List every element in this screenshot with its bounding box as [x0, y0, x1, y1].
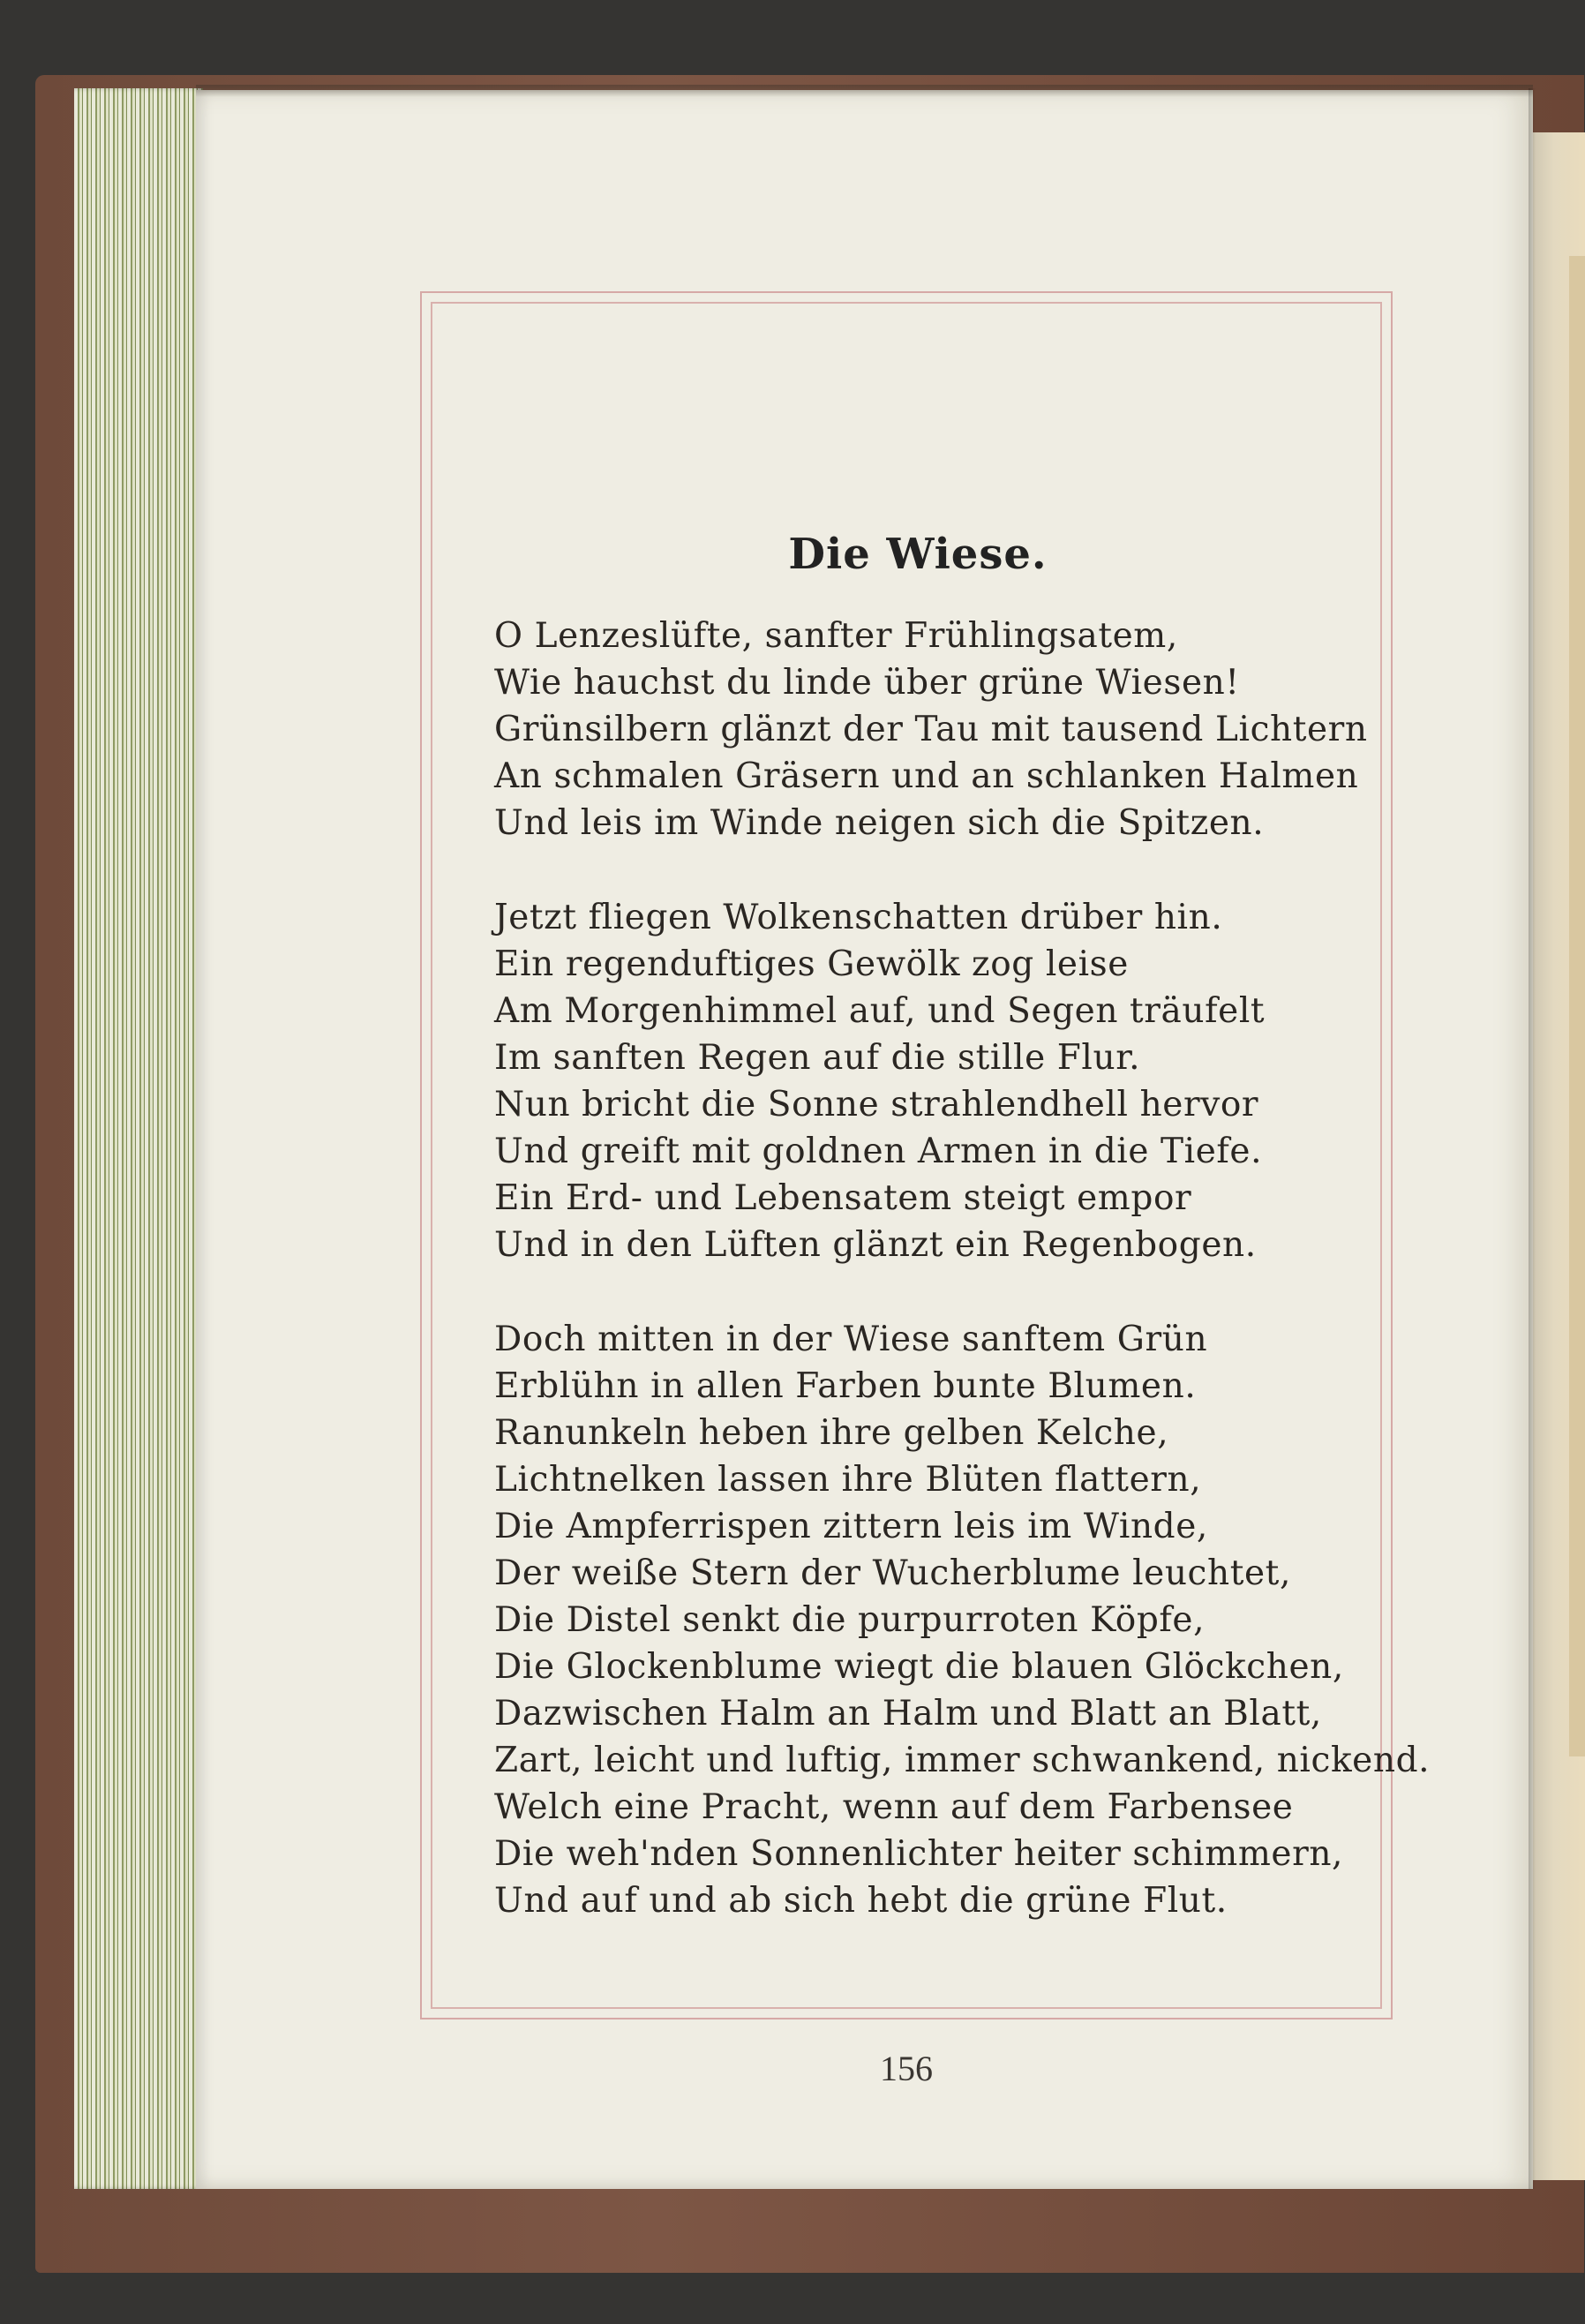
poem-line: Und auf und ab sich hebt die grüne Flut.	[494, 1881, 1228, 1921]
page-stack-edges	[74, 88, 203, 2189]
poem-line: Die Glockenblume wiegt die blauen Glöckchen,	[494, 1647, 1344, 1687]
poem-line: Und leis im Winde neigen sich die Spitzen.	[494, 803, 1265, 843]
poem-line: Erblühn in allen Farben bunte Blumen.	[494, 1366, 1197, 1406]
stanza	[494, 613, 1368, 846]
stanza	[494, 1316, 1431, 1924]
stanza	[494, 894, 1341, 1268]
poem-line: Welch eine Pracht, wenn auf dem Farbensee	[494, 1787, 1294, 1827]
gutter-shadow	[1529, 88, 1536, 2189]
poem-line: Die Distel senkt die purpurroten Köpfe,	[494, 1600, 1206, 1640]
poem-line: Die Ampferrispen zittern leis im Winde,	[494, 1507, 1208, 1546]
facing-page-strip	[1569, 256, 1585, 1756]
poem-line: O Lenzeslüfte, sanfter Frühlingsatem,	[494, 616, 1178, 656]
poem-line: Ranunkeln heben ihre gelben Kelche,	[494, 1413, 1169, 1453]
poem-line: An schmalen Gräsern und an schlanken Halmen	[494, 756, 1359, 796]
poem-line: Und greift mit goldnen Armen in die Tiefe.	[494, 1132, 1263, 1171]
poem-line: Und in den Lüften glänzt ein Regenbogen.	[494, 1225, 1257, 1265]
poem-line: Nun bricht die Sonne strahlendhell hervor	[494, 1085, 1259, 1124]
poem	[494, 530, 1431, 1924]
poem-line: Dazwischen Halm an Halm und Blatt an Blatt,	[494, 1694, 1322, 1734]
poem-line: Lichtnelken lassen ihre Blüten flattern,	[494, 1460, 1202, 1500]
poem-line: Doch mitten in der Wiese sanftem Grün	[494, 1320, 1208, 1359]
poem-line: Grünsilbern glänzt der Tau mit tausend Lichtern	[494, 710, 1368, 749]
poem-line: Der weiße Stern der Wucherblume leuchtet,	[494, 1553, 1291, 1593]
poem-line: Ein Erd- und Lebensatem steigt empor	[494, 1178, 1192, 1218]
poem-line: Zart, leicht und luftig, immer schwankend, nickend.	[494, 1741, 1431, 1780]
poem-line: Die weh'nden Sonnenlichter heiter schimmern,	[494, 1834, 1344, 1874]
poem-title: Die Wiese.	[788, 530, 1048, 579]
poem-line: Im sanften Regen auf die stille Flur.	[494, 1038, 1141, 1078]
poem-body	[494, 613, 1431, 1924]
page-number: 156	[880, 2049, 933, 2088]
poem-line: Am Morgenhimmel auf, und Segen träufelt	[494, 991, 1266, 1031]
poem-line: Jetzt fliegen Wolkenschatten drüber hin.	[494, 898, 1223, 937]
poem-line: Ein regenduftiges Gewölk zog leise	[494, 944, 1129, 984]
poem-line: Wie hauchst du linde über grüne Wiesen!	[494, 663, 1240, 703]
page-top-shadow	[196, 85, 1533, 97]
